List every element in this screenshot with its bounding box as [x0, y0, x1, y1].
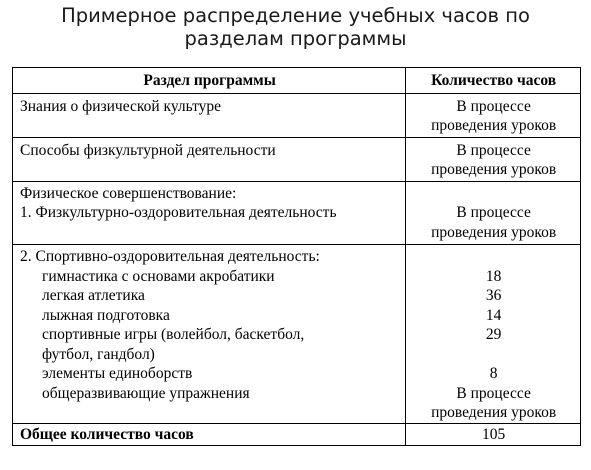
sub-item-hours: В процессе [456, 384, 531, 402]
table-header-row [13, 68, 581, 94]
sub-item-hours: 29 [485, 326, 502, 343]
total-label: Общее количество часов [13, 423, 406, 446]
hours-distribution-table [12, 67, 581, 446]
section-line: Физическое совершенствование: [20, 184, 237, 202]
table-row [13, 137, 581, 181]
sub-item-hours: 14 [485, 306, 502, 324]
sub-item: футбол, гандбол) [42, 345, 155, 363]
header-hours: Количество часов [406, 68, 581, 94]
sub-item: лыжная подготовка [42, 306, 170, 324]
hours-line: проведения уроков [431, 223, 557, 241]
sub-item: легкая атлетика [42, 287, 145, 304]
total-hours: 105 [406, 423, 581, 446]
row-hours [406, 245, 581, 424]
hours-line: проведения уроков [431, 161, 557, 178]
table-row [13, 181, 581, 245]
sub-item-hours: 36 [485, 287, 502, 304]
sub-item-hours: 8 [489, 365, 498, 382]
sub-item-hours: проведения уроков [431, 404, 557, 421]
row-section [13, 181, 406, 245]
hours-line: В процессе [456, 204, 531, 221]
table-row [13, 93, 581, 137]
table-total-row [13, 423, 581, 446]
title-line-1: Примерное распределение учебных часов по [61, 4, 530, 27]
sub-item: спортивные игры (волейбол, баскетбол, [42, 326, 305, 343]
row-hours [406, 181, 581, 245]
row-section: Способы физкультурной деятельности [13, 137, 406, 181]
page-title [0, 4, 591, 50]
hours-line: В процессе [456, 97, 531, 115]
row-hours [406, 93, 581, 137]
row-section: Знания о физической культуре [13, 93, 406, 137]
sub-item: элементы единоборств [42, 365, 193, 382]
header-section: Раздел программы [13, 68, 406, 94]
title-line-2: разделам программы [184, 27, 407, 50]
row-section [13, 245, 406, 424]
row-hours [406, 137, 581, 181]
sub-item-hours: 18 [485, 267, 502, 285]
table-row [13, 245, 581, 424]
section-heading: 2. Спортивно-оздоровительная деятельность: [20, 248, 320, 265]
sub-item: гимнастика с основами акробатики [42, 267, 275, 285]
section-line: 1. Физкультурно-оздоровительная деятельность [20, 204, 337, 221]
hours-line: проведения уроков [431, 117, 557, 134]
sub-item: общеразвивающие упражнения [42, 384, 250, 402]
hours-line: В процессе [456, 141, 531, 159]
